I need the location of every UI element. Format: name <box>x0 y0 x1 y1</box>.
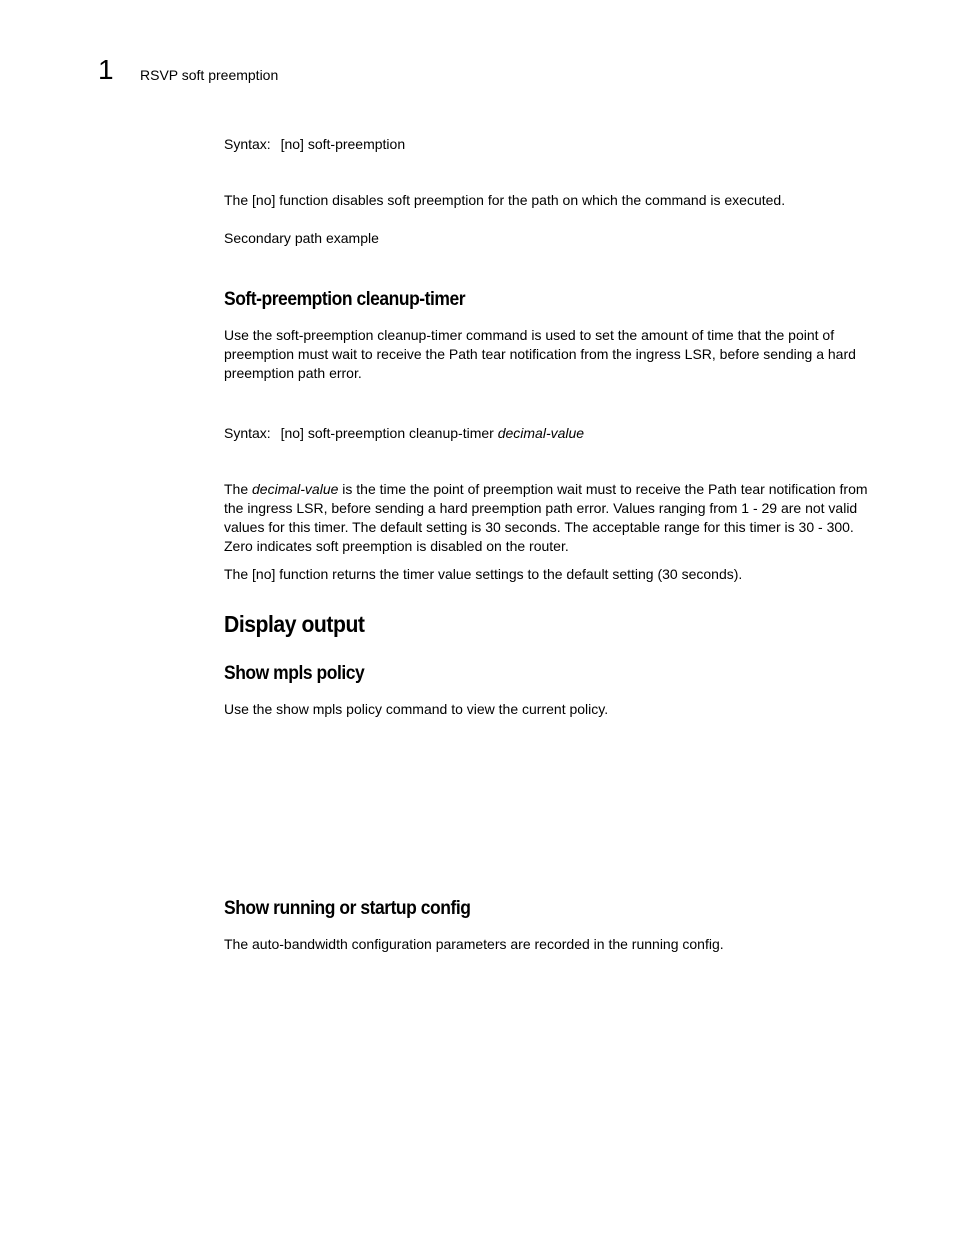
decimal-value-argument: decimal-value <box>252 481 339 497</box>
decimal-value-prefix: The <box>224 481 249 497</box>
decimal-value-suffix: is the time the point of preemption wait must to receive the Path tear notification from the ingress LSR, before sending a hard preemption path error. Values ranging from 1 - 29 are not valid values for this timer. The default setting is 30 seconds. The acceptable range for this timer is 30 - 300. Zero indicates soft preemption is disabled on the router. <box>224 481 868 554</box>
syntax-label: Syntax: <box>224 425 271 441</box>
chapter-number: 1 <box>98 54 114 85</box>
secondary-path-example-label: Secondary path example <box>224 230 379 246</box>
cleanup-timer-description: Use the soft-preemption cleanup-timer command is used to set the amount of time that the point of preemption must wait to receive the Path tear notification from the ingress LSR, before sending a hard preemption path error. <box>224 327 856 381</box>
decimal-value-description <box>224 480 872 556</box>
syntax-command: [no] soft-preemption cleanup-timer <box>280 425 494 441</box>
heading-display-output: Display output <box>224 611 365 637</box>
no-function-timer-paragraph: The [no] function returns the timer value settings to the default setting (30 seconds). <box>224 566 743 582</box>
heading-show-running-or-startup-config: Show running or startup config <box>224 898 471 919</box>
syntax-argument: decimal-value <box>497 425 585 441</box>
no-function-paragraph: The [no] function disables soft preemption for the path on which the command is executed. <box>224 192 786 208</box>
syntax-line-soft-preemption <box>224 135 872 154</box>
syntax-line-cleanup-timer <box>224 424 872 443</box>
running-header-title: RSVP soft preemption <box>140 67 279 83</box>
show-running-description: The auto-bandwidth configuration parameters are recorded in the running config. <box>224 936 724 952</box>
heading-soft-preemption-cleanup-timer: Soft-preemption cleanup-timer <box>224 289 466 310</box>
syntax-label: Syntax: <box>224 136 271 152</box>
syntax-command: [no] soft-preemption <box>280 136 406 152</box>
heading-show-mpls-policy: Show mpls policy <box>224 663 365 684</box>
show-mpls-policy-description: Use the show mpls policy command to view the current policy. <box>224 701 609 717</box>
